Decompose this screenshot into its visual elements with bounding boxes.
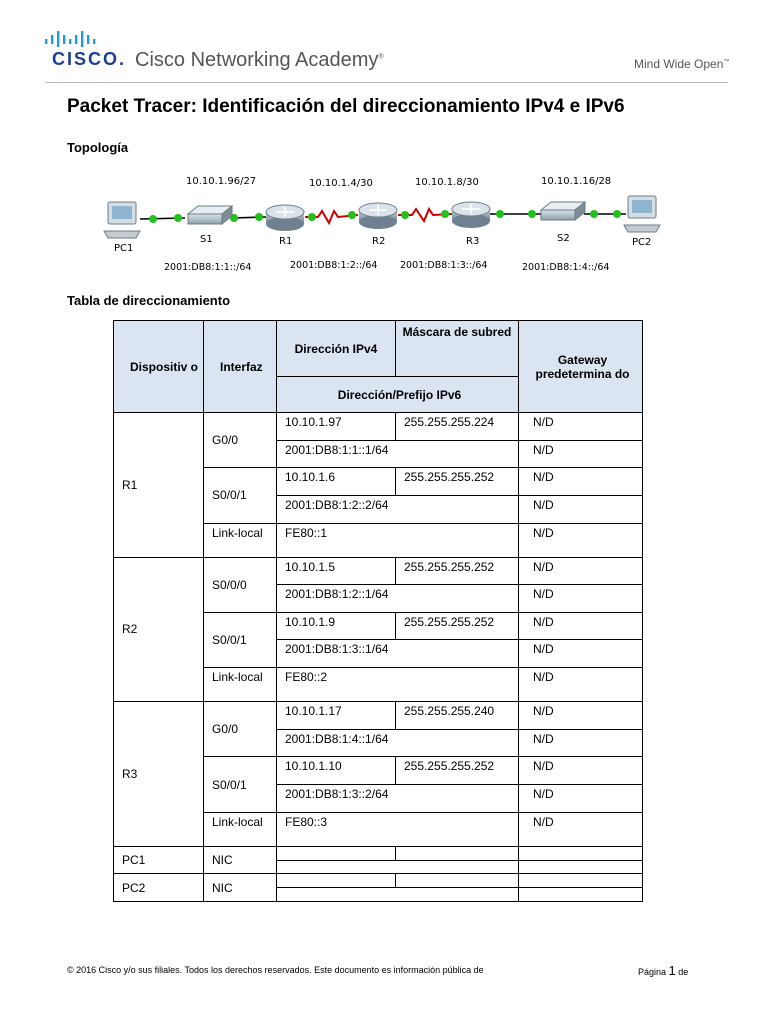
mask-cell: 255.255.255.252 (396, 468, 519, 496)
gateway-cell: N/D (519, 702, 643, 730)
table-row (114, 846, 643, 860)
cisco-wordmark: CISCO. (52, 49, 127, 69)
mask-cell: 255.255.255.252 (396, 557, 519, 585)
ipv6-cell (277, 888, 519, 902)
gateway-cell: N/D (519, 640, 643, 668)
ipv6-cell: 2001:DB8:1:4::1/64 (277, 729, 519, 757)
pc1-icon (104, 202, 140, 238)
gateway-cell: N/D (519, 785, 643, 813)
router-r2-icon (359, 203, 397, 229)
ipv6-cell: 2001:DB8:1:3::2/64 (277, 785, 519, 813)
mask-cell: 255.255.255.240 (396, 702, 519, 730)
device-label: R2 (372, 236, 386, 247)
gateway-cell (519, 846, 643, 860)
header-interface: Interfaz (204, 321, 277, 413)
ipv6-cell: 2001:DB8:1:2::1/64 (277, 585, 519, 613)
interface-cell: G0/0 (204, 702, 277, 757)
router-r1-icon (266, 205, 304, 231)
gateway-cell: N/D (519, 612, 643, 640)
device-label: R1 (279, 236, 293, 247)
net-label-ipv6: 2001:DB8:1:3::/64 (400, 260, 488, 271)
gateway-cell: N/D (519, 668, 643, 702)
interface-cell: S0/0/1 (204, 757, 277, 812)
table-row (114, 413, 643, 441)
footer-copyright: © 2016 Cisco y/o sus filiales. Todos los derechos reservados. Este documento es información pública de (67, 965, 484, 975)
device-cell: PC1 (114, 846, 204, 874)
topology-heading: Topología (67, 140, 129, 155)
gateway-cell: N/D (519, 729, 643, 757)
header-mask: Máscara de subred (396, 321, 519, 377)
pc2-icon (624, 196, 660, 232)
gateway-cell (519, 874, 643, 888)
header-ipv4: Dirección IPv4 (277, 321, 396, 377)
gateway-cell (519, 888, 643, 902)
addressing-table (113, 320, 643, 902)
mask-cell (396, 874, 519, 888)
ipv6-cell: 2001:DB8:1:2::2/64 (277, 495, 519, 523)
interface-cell: S0/0/1 (204, 612, 277, 667)
gateway-cell: N/D (519, 495, 643, 523)
footer-page-number: Página 1 de (638, 963, 689, 978)
net-label-ipv4: 10.10.1.8/30 (415, 177, 479, 188)
interface-cell: NIC (204, 846, 277, 874)
device-cell: PC2 (114, 874, 204, 902)
switch-s1-icon (188, 206, 232, 224)
device-cell: R3 (114, 702, 204, 847)
header-gateway: Gateway predetermina do (519, 321, 643, 413)
gateway-cell: N/D (519, 557, 643, 585)
table-row (114, 874, 643, 888)
gateway-cell: N/D (519, 468, 643, 496)
academy-name: Cisco Networking Academy® (135, 49, 384, 71)
table-heading: Tabla de direccionamiento (67, 293, 231, 308)
ipv4-cell: 10.10.1.97 (277, 413, 396, 441)
interface-cell: Link-local (204, 668, 277, 702)
mask-cell: 255.255.255.252 (396, 612, 519, 640)
mask-cell: 255.255.255.252 (396, 757, 519, 785)
ipv4-cell: 10.10.1.9 (277, 612, 396, 640)
interface-cell: Link-local (204, 812, 277, 846)
device-cell: R1 (114, 413, 204, 558)
ipv6-cell: 2001:DB8:1:3::1/64 (277, 640, 519, 668)
mask-cell: 255.255.255.224 (396, 413, 519, 441)
header-device: Dispositiv o (114, 321, 204, 413)
device-label: S1 (200, 234, 213, 245)
device-label: R3 (466, 236, 480, 247)
ipv4-cell: 10.10.1.5 (277, 557, 396, 585)
interface-cell: Link-local (204, 523, 277, 557)
ipv4-cell: 10.10.1.6 (277, 468, 396, 496)
net-label-ipv6: 2001:DB8:1:1::/64 (164, 262, 252, 273)
ipv4-cell: 10.10.1.17 (277, 702, 396, 730)
ipv6-cell (277, 860, 519, 874)
ipv6-cell: 2001:DB8:1:1::1/64 (277, 440, 519, 468)
net-label-ipv6: 2001:DB8:1:4::/64 (522, 262, 610, 273)
device-label: PC2 (632, 237, 652, 248)
net-label-ipv4: 10.10.1.96/27 (186, 176, 257, 187)
interface-cell: S0/0/1 (204, 468, 277, 523)
net-label-ipv4: 10.10.1.16/28 (541, 176, 612, 187)
device-label: PC1 (114, 243, 134, 254)
mask-cell (396, 846, 519, 860)
tagline: Mind Wide Open™ (634, 57, 730, 71)
link-local-cell: FE80::3 (277, 812, 519, 846)
interface-cell: S0/0/0 (204, 557, 277, 612)
gateway-cell (519, 860, 643, 874)
ipv4-cell (277, 874, 396, 888)
device-cell: R2 (114, 557, 204, 702)
link-local-cell: FE80::2 (277, 668, 519, 702)
net-label-ipv6: 2001:DB8:1:2::/64 (290, 260, 378, 271)
router-r3-icon (452, 202, 490, 228)
link-local-cell: FE80::1 (277, 523, 519, 557)
gateway-cell: N/D (519, 413, 643, 441)
ipv4-cell (277, 846, 396, 860)
interface-cell: NIC (204, 874, 277, 902)
gateway-cell: N/D (519, 585, 643, 613)
gateway-cell: N/D (519, 812, 643, 846)
switch-s2-icon (541, 202, 585, 220)
net-label-ipv4: 10.10.1.4/30 (309, 178, 373, 189)
ipv4-cell: 10.10.1.10 (277, 757, 396, 785)
interface-cell: G0/0 (204, 413, 277, 468)
device-label: S2 (557, 233, 570, 244)
table-row (114, 557, 643, 585)
header-ipv6: Dirección/Prefijo IPv6 (277, 377, 519, 413)
gateway-cell: N/D (519, 757, 643, 785)
document-title: Packet Tracer: Identificación del direccionamiento IPv4 e IPv6 (67, 96, 625, 117)
table-row (114, 702, 643, 730)
gateway-cell: N/D (519, 440, 643, 468)
gateway-cell: N/D (519, 523, 643, 557)
